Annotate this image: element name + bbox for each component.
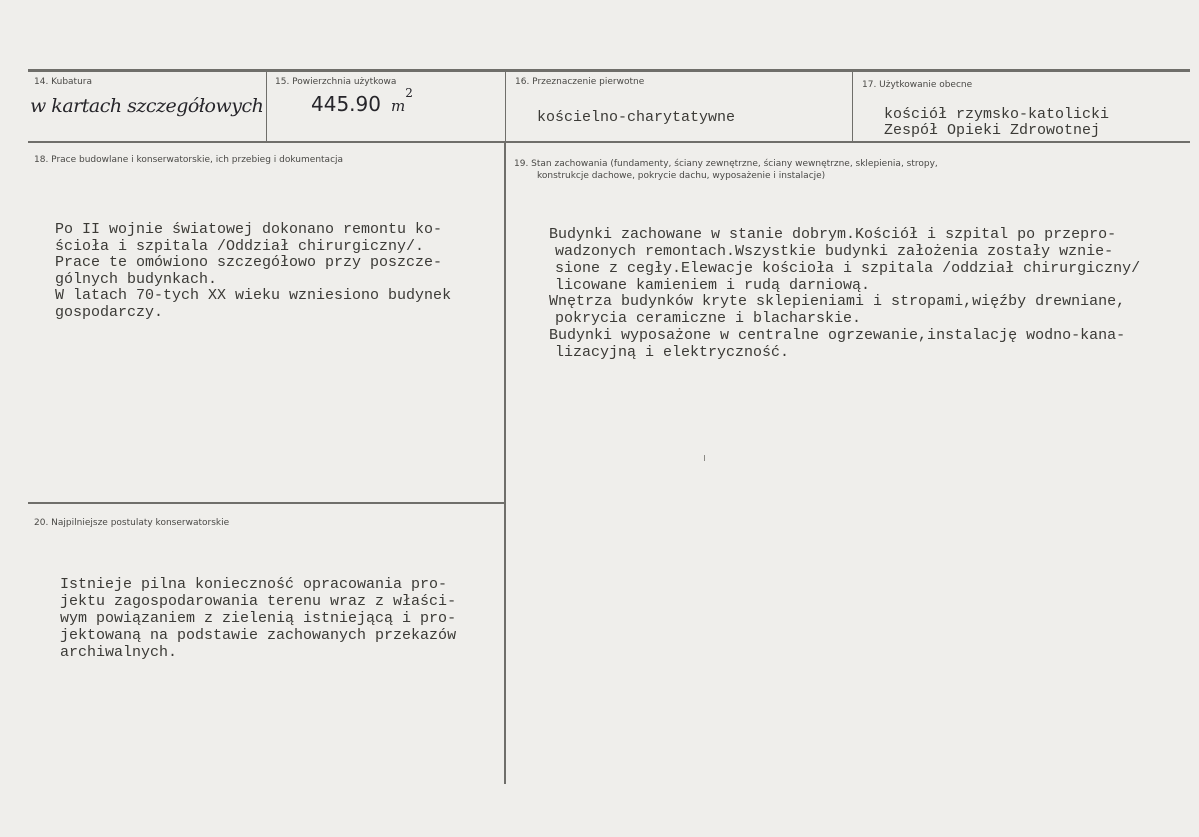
field-18-line-1: Po II wojnie światowej dokonano remontu ko- — [55, 221, 443, 238]
field-18-line-3: Prace te omówiono szczegółowo przy poszcze- — [55, 254, 443, 271]
field-14-label: 14. Kubatura — [34, 77, 93, 87]
field-20-line-3: wym powiązaniem z zielenią istniejącą i pro- — [60, 610, 457, 627]
field-18-line-2: ścioła i szpitala /Oddział chirurgiczny/. — [55, 238, 425, 255]
top-rule — [28, 69, 1190, 72]
field-20-line-5: archiwalnych. — [60, 644, 178, 661]
stray-mark — [704, 455, 705, 461]
field-17-label: 17. Użytkowanie obecne — [862, 80, 973, 90]
field-20-line-2: jektu zagospodarowania terenu wraz z właści- — [60, 593, 457, 610]
field-19-line-7: Budynki wyposażone w centralne ogrzewanie,instalację wodno-kana- — [549, 327, 1126, 344]
field-20-line-1: Istnieje pilna konieczność opracowania pro- — [60, 576, 448, 593]
center-column-rule — [504, 142, 506, 784]
field-19-line-8: lizacyjną i elektryczność. — [537, 344, 790, 361]
field-20-label: 20. Najpilniejsze postulaty konserwatorskie — [34, 518, 230, 528]
field-19-label-line-2: konstrukcje dachowe, pokrycie dachu, wyposażenie i instalacje) — [537, 171, 826, 181]
section-20-top-rule — [28, 502, 505, 504]
field-19-line-6: pokrycia ceramiczne i blacharskie. — [537, 310, 862, 327]
field-20-line-4: jektowaną na podstawie zachowanych przekazów — [60, 627, 457, 644]
divider-15-16 — [505, 71, 506, 142]
field-19-label-line-1: 19. Stan zachowania (fundamenty, ściany zewnętrzne, ściany wewnętrzne, sklepienia, stropy, — [514, 159, 938, 169]
field-17-line-2: Zespół Opieki Zdrowotnej — [884, 122, 1101, 139]
field-16-value: kościelno-charytatywne — [537, 109, 736, 126]
area-unit-exponent: 2 — [405, 86, 413, 100]
field-19-line-4: licowane kamieniem i rudą darniową. — [537, 277, 871, 294]
field-19-line-3: sione z cegły.Elewacje kościoła i szpitala /oddział chirurgiczny/ — [537, 260, 1141, 277]
field-18-line-5: W latach 70-tych XX wieku wzniesiono budynek — [55, 287, 452, 304]
field-15-value — [311, 86, 413, 116]
field-19-line-1: Budynki zachowane w stanie dobrym.Kościół i szpital po przepro- — [549, 226, 1117, 243]
area-unit: m — [390, 97, 406, 115]
divider-16-17 — [852, 71, 853, 142]
field-14-value: w kartach szczegółowych — [30, 95, 264, 117]
field-16-label: 16. Przeznaczenie pierwotne — [515, 77, 645, 87]
field-15-label: 15. Powierzchnia użytkowa — [275, 77, 397, 87]
field-18-label: 18. Prace budowlane i konserwatorskie, ich przebieg i dokumentacja — [34, 155, 344, 165]
divider-14-15 — [266, 71, 267, 142]
field-19-line-2: wadzonych remontach.Wszystkie budynki założenia zostały wznie- — [537, 243, 1114, 260]
field-18-line-6: gospodarczy. — [55, 304, 164, 321]
field-19-line-5: Wnętrza budynków kryte sklepieniami i stropami,więźby drewniane, — [549, 293, 1126, 310]
field-18-line-4: gólnych budynkach. — [55, 271, 218, 288]
field-17-line-1: kościół rzymsko-katolicki — [884, 106, 1110, 123]
header-bottom-rule — [28, 141, 1190, 143]
area-number: 445.90 — [311, 92, 381, 116]
